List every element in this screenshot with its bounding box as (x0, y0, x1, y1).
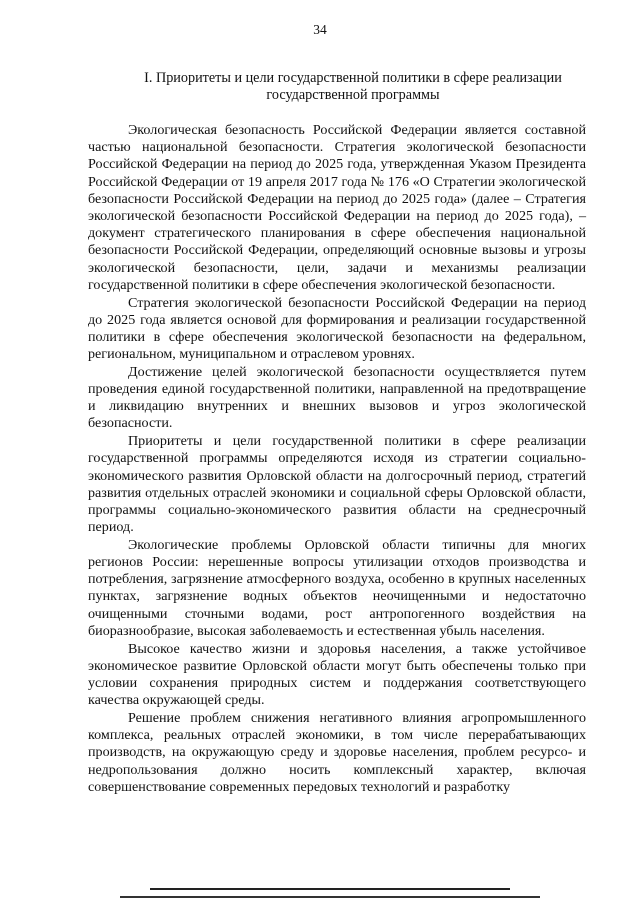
page-number: 34 (313, 22, 327, 37)
section-heading-line-2: государственной программы (266, 87, 440, 103)
paragraph: Стратегия экологической безопасности Российской Федерации на период до 2025 года является основой для формирования и реализации государственной политики в сфере обеспечения экологической безопасности на федеральном, региональном, муниципальном и отраслевом уровнях. (88, 294, 586, 363)
paragraph: Приоритеты и цели государственной политики в сфере реализации государственной программы определяются исходя из стратегии социально-экономического развития Орловской области на долгосрочный период, стратегий развития отдельных отраслей экономики и социальной сферы Орловской области, программы социально-экономического развития области на среднесрочный период. (88, 433, 586, 536)
section-heading (118, 70, 588, 104)
paragraph: Высокое качество жизни и здоровья населения, а также устойчивое экономическое развитие Орловской области могут быть обеспечены только при условии сохранения природных систем и поддержания соответствующего качества окружающей среды. (88, 640, 586, 709)
scan-edge-line (150, 888, 510, 890)
document-body (88, 122, 586, 796)
paragraph: Экологическая безопасность Российской Федерации является составной частью национальной безопасности. Стратегия экологической безопасности Российской Федерации на период до 2025 года, утвержденная Указом Президента Российской Федерации от 19 апреля 2017 года № 176 «О Стратегии экологической безопасности Российской Федерации на период до 2025 года» (далее – Стратегия экологической безопасности Российской Федерации на период до 2025 года), – документ стратегического планирования в сфере обеспечения национальной безопасности Российской Федерации, определяющий основные вызовы и угрозы экологической безопасности, цели, задачи и механизмы реализации государственной политики в сфере обеспечения экологической безопасности. (88, 122, 586, 293)
paragraph: Решение проблем снижения негативного влияния агропромышленного комплекса, реальных отраслей экономики, в том числе перерабатывающих производств, на окружающую среду и здоровье населения, проблем ресурсо- и недропользования должно носить комплексный характер, включая совершенствование современных передовых технологий и разработку (88, 709, 586, 795)
section-heading-line-1: I. Приоритеты и цели государственной политики в сфере реализации (144, 70, 562, 86)
paragraph: Достижение целей экологической безопасности осуществляется путем проведения единой государственной политики, направленной на предотвращение и ликвидацию внутренних и внешних вызовов и угроз экологической безопасности. (88, 363, 586, 432)
scan-edge-line (120, 896, 540, 898)
paragraph: Экологические проблемы Орловской области типичны для многих регионов России: нерешенные вопросы утилизации отходов производства и потребления, загрязнение атмосферного воздуха, особенно в крупных населенных пунктах, загрязнение водных объектов неочищенными и недостаточно очищенными сточными водами, рост антропогенного воздействия на биоразнообразие, высокая заболеваемость и естественная убыль населения. (88, 536, 586, 639)
